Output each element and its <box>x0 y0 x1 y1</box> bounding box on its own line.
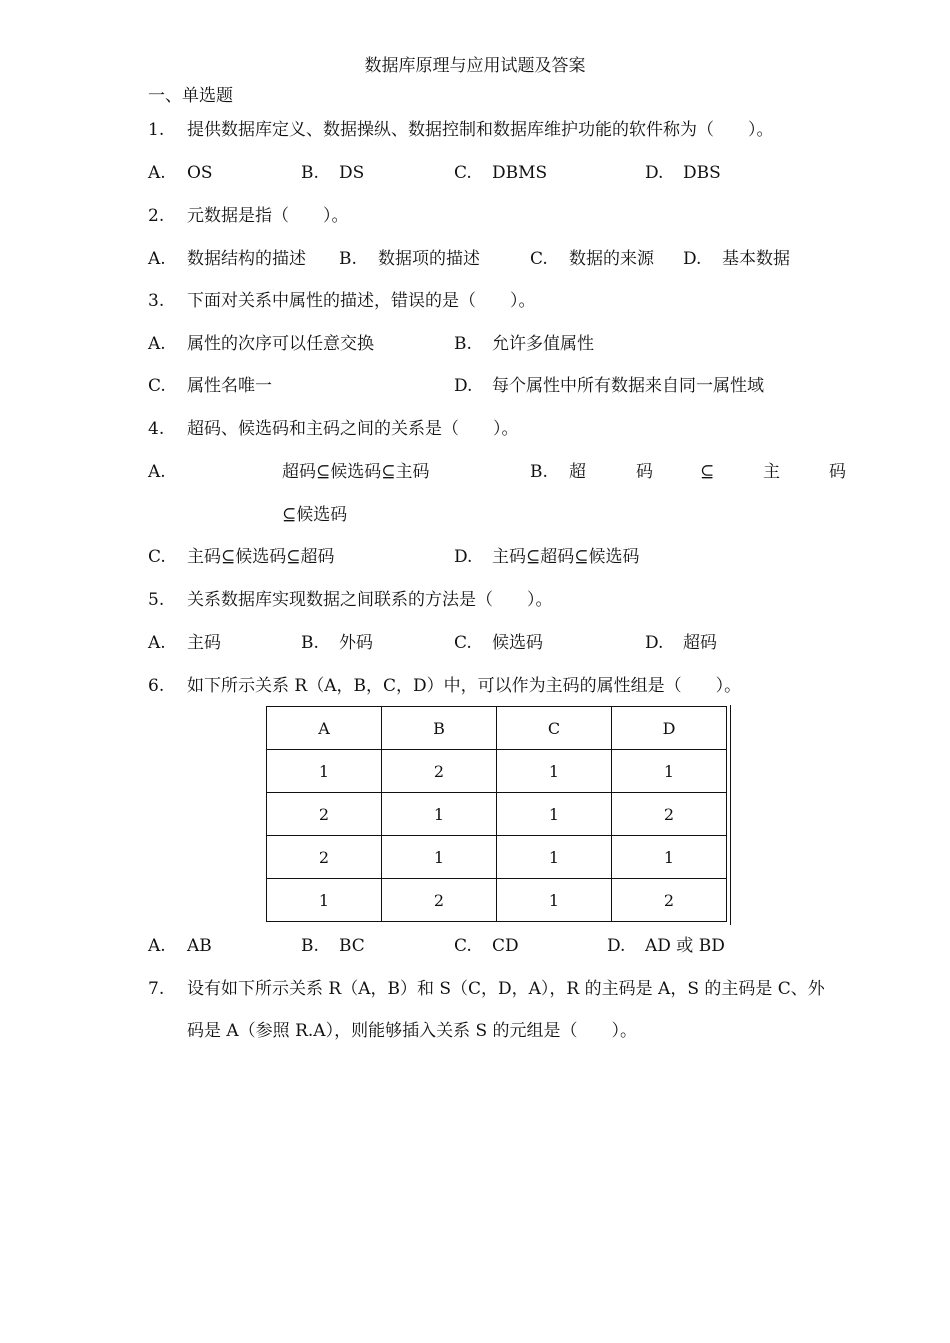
option-text: OS <box>187 163 213 183</box>
option-text: BC <box>339 936 365 956</box>
question-stem: 如下所示关系 R（A，B，C，D）中，可以作为主码的属性组是（ ）。 <box>187 676 742 696</box>
option-text: DS <box>339 163 365 183</box>
option-label: A. <box>148 163 166 183</box>
table-header-row <box>267 707 727 750</box>
table-row <box>267 793 727 836</box>
option-text: 外码 <box>339 633 373 653</box>
option-text: 主码⊆候选码⊆超码 <box>187 547 335 567</box>
question-number: 4. <box>148 419 165 439</box>
option-label: C. <box>454 936 472 956</box>
option-label: B. <box>530 462 548 482</box>
option-text-char: 主 <box>763 462 780 482</box>
table-cell: 1 <box>267 750 382 793</box>
option-label: D. <box>454 376 473 396</box>
option-label: D. <box>645 633 664 653</box>
option-text-char: 码 <box>829 462 846 482</box>
relation-table <box>266 706 727 922</box>
table-header-cell: D <box>612 707 727 750</box>
option-label: C. <box>148 547 166 567</box>
option-label: C. <box>454 163 472 183</box>
table-cell: 1 <box>267 879 382 922</box>
option-text: 每个属性中所有数据来自同一属性域 <box>492 376 764 396</box>
table-cell: 2 <box>382 879 497 922</box>
option-text: CD <box>492 936 519 956</box>
table-row <box>267 879 727 922</box>
option-label: C. <box>148 376 166 396</box>
option-label: B. <box>339 249 357 269</box>
option-text: 数据的来源 <box>569 249 654 269</box>
option-text: 候选码 <box>492 633 543 653</box>
option-text-char: 超 <box>569 462 586 482</box>
table-cell: 2 <box>612 793 727 836</box>
question-stem: 元数据是指（ ）。 <box>187 206 349 226</box>
question-stem: 超码、候选码和主码之间的关系是（ ）。 <box>187 419 519 439</box>
table-double-border <box>730 705 731 925</box>
question-number: 5. <box>148 590 165 610</box>
table-cell: 1 <box>497 879 612 922</box>
option-text: DBMS <box>492 163 548 183</box>
option-text: 允许多值属性 <box>492 334 594 354</box>
option-text-continued: ⊆候选码 <box>282 505 348 525</box>
option-text: 数据项的描述 <box>378 249 480 269</box>
option-label: B. <box>454 334 472 354</box>
option-text: 主码 <box>187 633 221 653</box>
table-cell: 1 <box>382 793 497 836</box>
option-label: B. <box>301 163 319 183</box>
question-stem: 关系数据库实现数据之间联系的方法是（ ）。 <box>187 590 553 610</box>
document-title: 数据库原理与应用试题及答案 <box>364 56 586 76</box>
option-label: D. <box>607 936 626 956</box>
question-number: 7. <box>148 979 165 999</box>
option-label: D. <box>454 547 473 567</box>
option-label: A. <box>148 633 166 653</box>
section-heading: 一、单选题 <box>148 86 233 106</box>
table-cell: 2 <box>382 750 497 793</box>
option-text: 基本数据 <box>722 249 790 269</box>
question-number: 1. <box>148 120 165 140</box>
option-text: 超码⊆候选码⊆主码 <box>282 462 430 482</box>
table-row <box>267 836 727 879</box>
option-label: B. <box>301 633 319 653</box>
table-cell: 1 <box>612 836 727 879</box>
table-header-cell: A <box>267 707 382 750</box>
option-label: A. <box>148 936 166 956</box>
option-label: C. <box>530 249 548 269</box>
option-label: B. <box>301 936 319 956</box>
table-cell: 1 <box>497 793 612 836</box>
option-text: AB <box>187 936 212 956</box>
option-text: AD 或 BD <box>645 936 725 956</box>
option-text-char: 码 <box>636 462 653 482</box>
question-stem: 下面对关系中属性的描述，错误的是（ ）。 <box>187 291 536 311</box>
table-cell: 1 <box>497 750 612 793</box>
option-text: 属性名唯一 <box>187 376 272 396</box>
option-label: A. <box>148 334 166 354</box>
table-cell: 2 <box>612 879 727 922</box>
table-header-cell: B <box>382 707 497 750</box>
table-cell: 1 <box>497 836 612 879</box>
option-text-char: ⊆ <box>700 462 715 482</box>
question-stem-continued: 码是 A（参照 R.A），则能够插入关系 S 的元组是（ ）。 <box>187 1021 638 1041</box>
table-cell: 2 <box>267 793 382 836</box>
option-label: A. <box>148 249 166 269</box>
table-cell: 1 <box>612 750 727 793</box>
table-cell: 2 <box>267 836 382 879</box>
option-text: 属性的次序可以任意交换 <box>187 334 374 354</box>
option-text: DBS <box>683 163 721 183</box>
option-label: C. <box>454 633 472 653</box>
question-number: 3. <box>148 291 165 311</box>
option-text: 主码⊆超码⊆候选码 <box>492 547 640 567</box>
question-stem: 提供数据库定义、数据操纵、数据控制和数据库维护功能的软件称为（ ）。 <box>187 120 774 140</box>
table-header-cell: C <box>497 707 612 750</box>
option-text: 数据结构的描述 <box>187 249 306 269</box>
option-label: D. <box>645 163 664 183</box>
question-stem: 设有如下所示关系 R（A，B）和 S（C，D，A），R 的主码是 A，S 的主码是 C、外 <box>187 979 825 999</box>
table-cell: 1 <box>382 836 497 879</box>
table-row <box>267 750 727 793</box>
option-label: A. <box>148 462 166 482</box>
question-number: 6. <box>148 676 165 696</box>
question-number: 2. <box>148 206 165 226</box>
option-label: D. <box>683 249 702 269</box>
option-text: 超码 <box>683 633 717 653</box>
